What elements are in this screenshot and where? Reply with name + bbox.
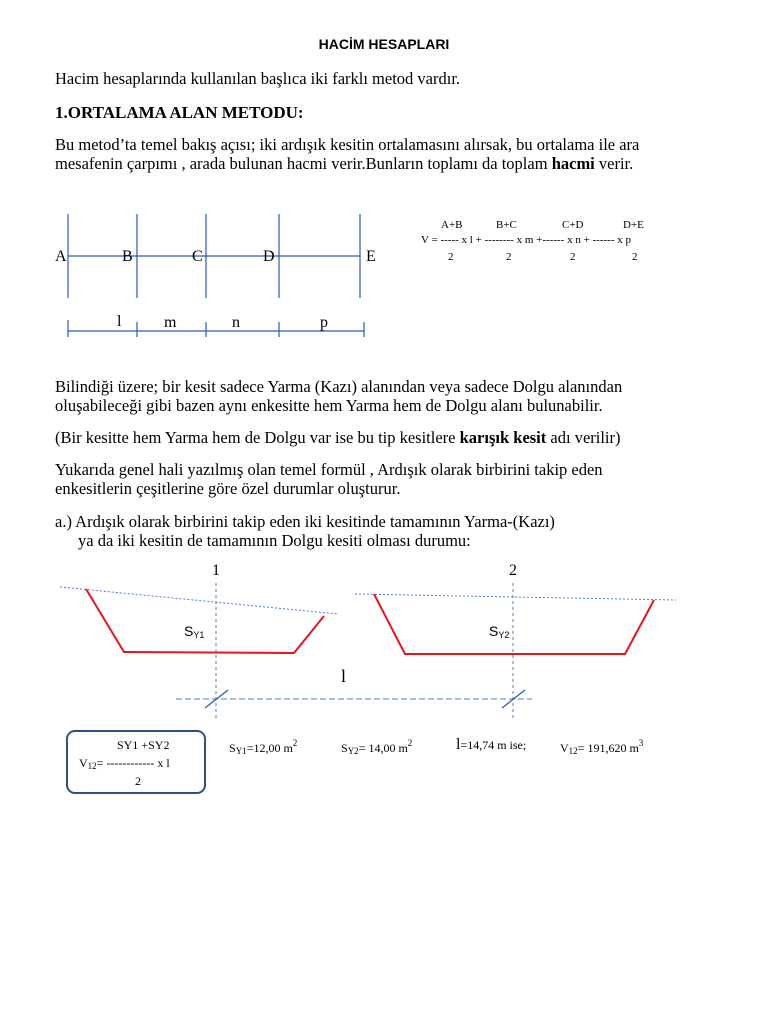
area1-label: $S_{Y1}$ [184,623,205,640]
formula1-num-4: D+E [623,219,644,231]
formula1-num-1: A+B [441,219,463,231]
section1-heading: 1.ORTALAMA ALAN METODU: [55,103,304,122]
distance-n: n [232,314,240,331]
case-a-line2: ya da iki kesitin de tamamının Dolgu kesiti olması durumu: [78,531,471,550]
formula2-main: $V_{12}=$ ------------ x l [79,756,170,771]
para3: (Bir kesitte hem Yarma hem de Dolgu var ise bu tip kesitlere karışık kesit adı verilir) [55,428,621,447]
label-a: A [55,248,67,265]
para4-line2: enkesitlerin çeşitlerine göre özel durumlar oluşturur. [55,479,401,498]
ground-line-1 [60,587,338,614]
label-d: D [263,248,275,265]
area2-label: $S_{Y2}$ [489,623,510,640]
para2-line2: oluşabileceği gibi bazen aynı enkesitte hem Yarma hem de Dolgu alanı bulunabilir. [55,396,603,415]
case-a-line1: a.) Ardışık olarak birbirini takip eden iki kesitinde tamamının Yarma-(Kazı) [55,512,555,531]
sy2-value: $S_{Y2}= 14,00$ $m^2$ [341,738,413,756]
section1-line2: mesafenin çarpımı , arada bulunan hacmi verir.Bunların toplamı da toplam hacmi verir. [55,154,634,173]
distance-p: p [320,314,328,331]
l-value: l=14,74 m ise; [456,736,527,753]
formula1-line: V = ----- x l + -------- x m +------ x n + ------ x p [421,234,631,246]
cross-section-1 [60,583,338,718]
distance-l: l [117,313,122,330]
formula1-den-2: 2 [506,251,512,263]
section1-label: 1 [212,562,220,579]
para2-line1: Bilindiği üzere; bir kesit sadece Yarma (Kazı) alanından veya sadece Dolgu alanından [55,377,623,396]
cut-profile-1 [86,589,324,653]
para4-line1: Yukarıda genel hali yazılmış olan temel formül , Ardışık olarak birbirini takip eden [55,460,603,479]
label-c: C [192,248,203,265]
formula2-denominator: 2 [135,774,141,788]
distance-l-label: l [341,666,347,686]
formula1-num-2: B+C [496,219,517,231]
ground-line-2 [355,594,676,600]
intro-text: Hacim hesaplarında kullanılan başlıca iki farklı metod vardır. [55,69,461,88]
formula1-den-4: 2 [632,251,638,263]
formula1-den-1: 2 [448,251,454,263]
section2-label: 2 [509,562,517,579]
sy1-value: $S_{Y1}=12,00$ $m^2$ [229,738,298,756]
formula1-num-3: C+D [562,219,584,231]
label-e: E [366,248,376,265]
section1-line1: Bu metod’ta temel bakış açısı; iki ardışık kesitin ortalamasını alırsak, bu ortalama ile ara [55,135,640,154]
label-b: B [122,248,133,265]
cut-profile-2 [374,594,654,654]
formula2-numerator: SY1 +SY2 [117,738,170,752]
page-title: HACİM HESAPLARI [318,36,450,52]
formula1-den-3: 2 [570,251,576,263]
v12-value: $V_{12}= 191,620$ $m^3$ [560,738,644,756]
distance-m: m [164,314,177,331]
